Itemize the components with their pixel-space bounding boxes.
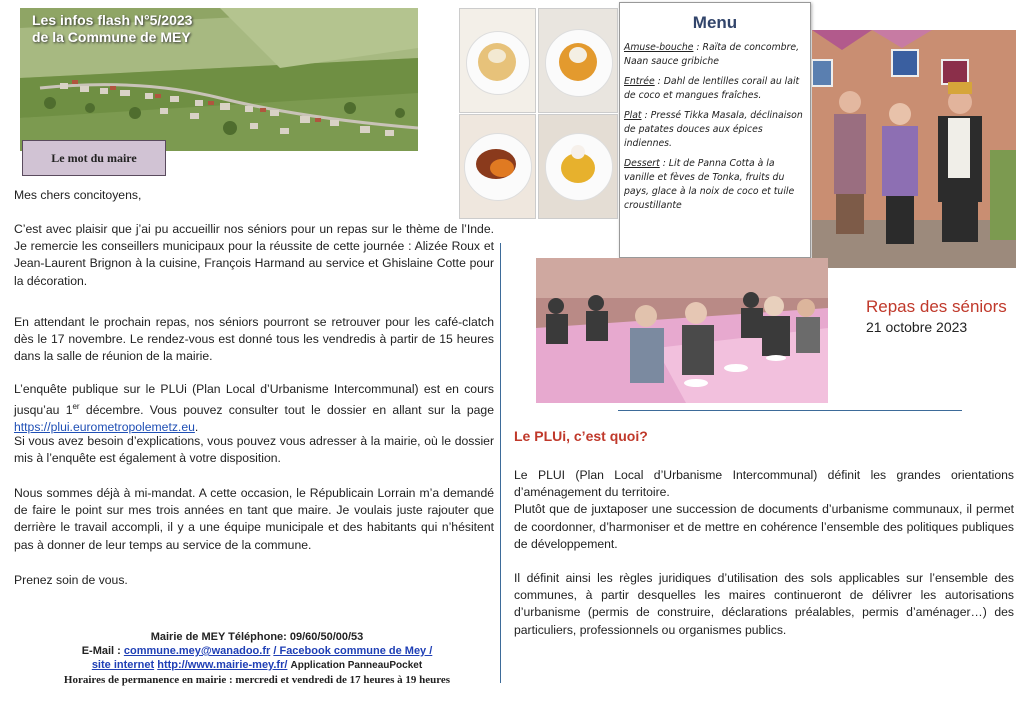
footer-email-label: E-Mail : — [81, 645, 124, 657]
menu-item-dessert — [624, 157, 806, 213]
seniors-group-photo — [812, 30, 1016, 268]
footer-app: Application PanneauPocket — [290, 660, 423, 671]
menu-item-amuse-bouche — [624, 41, 806, 69]
letter-paragraph-3-text-cont: décembre. Vous pouvez consulter tout le dossier en allant sur la page — [79, 403, 494, 418]
menu-item-plat — [624, 109, 806, 151]
newsletter-title — [32, 12, 332, 46]
letter-paragraph-4: Si vous avez besoin d’explications, vous pouvez vous adresser à la mairie, où le dossier mis à l’enquête est également à votre disposition. — [14, 434, 494, 466]
menu-card — [619, 2, 811, 258]
menu-item-label: Plat — [624, 110, 642, 121]
food-photo-entree — [538, 8, 618, 113]
footer-site-link[interactable]: http://www.mairie-mey.fr/ — [157, 659, 288, 671]
letter-greeting: Mes chers concitoyens, — [14, 188, 142, 202]
letter-paragraph-2: En attendant le prochain repas, nos séniors pourront se retrouver pour les café-clatch dès le 17 novembre. Le rendez-vous est donné tous les vendredis à partir de 15 heures dans la salle de réunion de la mairie. — [14, 315, 494, 364]
menu-item-text: : Pressé Tikka Masala, déclinaison de patates douces aux épices indiennes. — [624, 110, 803, 149]
plui-heading: Le PLUi, c’est quoi? — [514, 428, 648, 444]
food-photo-amuse-bouche — [459, 8, 536, 113]
menu-item-text: : Lit de Panna Cotta à la vanille et fèves de Tonka, fruits du pays, glace à la noix de coco et tuile croustillante — [624, 158, 795, 211]
letter-paragraph-3-end: . — [194, 420, 199, 435]
section-divider — [618, 410, 962, 411]
menu-item-label: Amuse-bouche — [624, 42, 694, 53]
section-label-mot-du-maire: Le mot du maire — [22, 140, 166, 176]
footer-site-label[interactable]: site internet — [91, 659, 155, 671]
menu-item-entree — [624, 75, 806, 103]
plui-paragraph-2: Plutôt que de juxtaposer une succession de documents d’urbanisme communaux, il permet de coordonner, d’harmoniser et de mettre en cohérence l’ensemble des politiques publiques de développement. — [514, 502, 1014, 551]
newsletter-title-line1: Les infos flash N°5/2023 — [32, 12, 193, 28]
food-photo-dessert — [538, 114, 618, 219]
event-date: 21 octobre 2023 — [866, 319, 968, 335]
menu-title: Menu — [692, 13, 738, 32]
letter-paragraph-3 — [14, 381, 494, 437]
menu-item-text: : Dahl de lentilles corail au lait de coco et mangues fraîches. — [624, 76, 800, 101]
plui-link[interactable]: https://plui.eurometropolemetz.eu — [14, 420, 195, 435]
menu-item-text: : Raïta de concombre, Naan sauce gribiche — [624, 42, 800, 67]
superscript-er: er — [72, 402, 80, 412]
letter-paragraph-1: C’est avec plaisir que j’ai pu accueillir nos séniors pour un repas sur le thème de l’Inde. Je remercie les conseillers municipaux pour la réussite de cette journée : Alizée Roux et Jean-Laurent Brignon à la cuisine, François Harmand au service et Ghislaine Cotte pour la décoration. — [14, 222, 494, 288]
plui-paragraph-3: Il définit ainsi les règles juridiques d’utilisation des sols applicables sur l’ensemble des communes, à partir desquelles les maires continueront de délivrer les autorisations d’urbanisme (permis de construire, déclarations préalables, permis d’aménager…) des particuliers, professionnels ou organismes publics. — [514, 571, 1014, 637]
seniors-group-illustration — [812, 30, 1016, 268]
footer-facebook-link[interactable]: Facebook commune de Mey / — [279, 645, 433, 657]
contact-footer — [22, 630, 492, 687]
footer-hours: Horaires de permanence en mairie : mercredi et vendredi de 17 heures à 19 heures — [63, 674, 451, 686]
footer-separator: / — [273, 645, 280, 657]
food-photo-plat — [459, 114, 536, 219]
column-divider — [500, 243, 501, 683]
newsletter-title-line2: de la Commune de MEY — [32, 29, 191, 45]
menu-item-label: Entrée — [624, 76, 655, 87]
seniors-dining-illustration — [536, 258, 828, 403]
letter-paragraph-5: Nous sommes déjà à mi-mandat. A cette occasion, le Républicain Lorrain m’a demandé de faire le point sur mes trois années en tant que maire. Je voulais juste rajouter que derrière le travail accompli, il y a une équipe municipale et des habitants qui n’hésitent pas à donner de leur temps au service de la commune. — [14, 486, 494, 552]
plui-body — [514, 467, 1014, 639]
event-title: Repas des séniors — [866, 297, 1007, 316]
letter-paragraph-3-text: L’enquête publique sur le PLUi (Plan Local d’Urbanisme Intercommunal) est en cours jusqu’au 1 — [14, 382, 494, 418]
seniors-dining-photo — [536, 258, 828, 403]
footer-phone: Mairie de MEY Téléphone: 09/60/50/00/53 — [150, 631, 364, 643]
plui-paragraph-1: Le PLUI (Plan Local d’Urbanisme Intercommunal) définit les grandes orientations d’aménagement du territoire. — [514, 468, 1014, 500]
footer-email-link[interactable]: commune.mey@wanadoo.fr — [123, 645, 271, 657]
letter-closing: Prenez soin de vous. — [14, 573, 128, 587]
menu-item-label: Dessert — [624, 158, 660, 169]
